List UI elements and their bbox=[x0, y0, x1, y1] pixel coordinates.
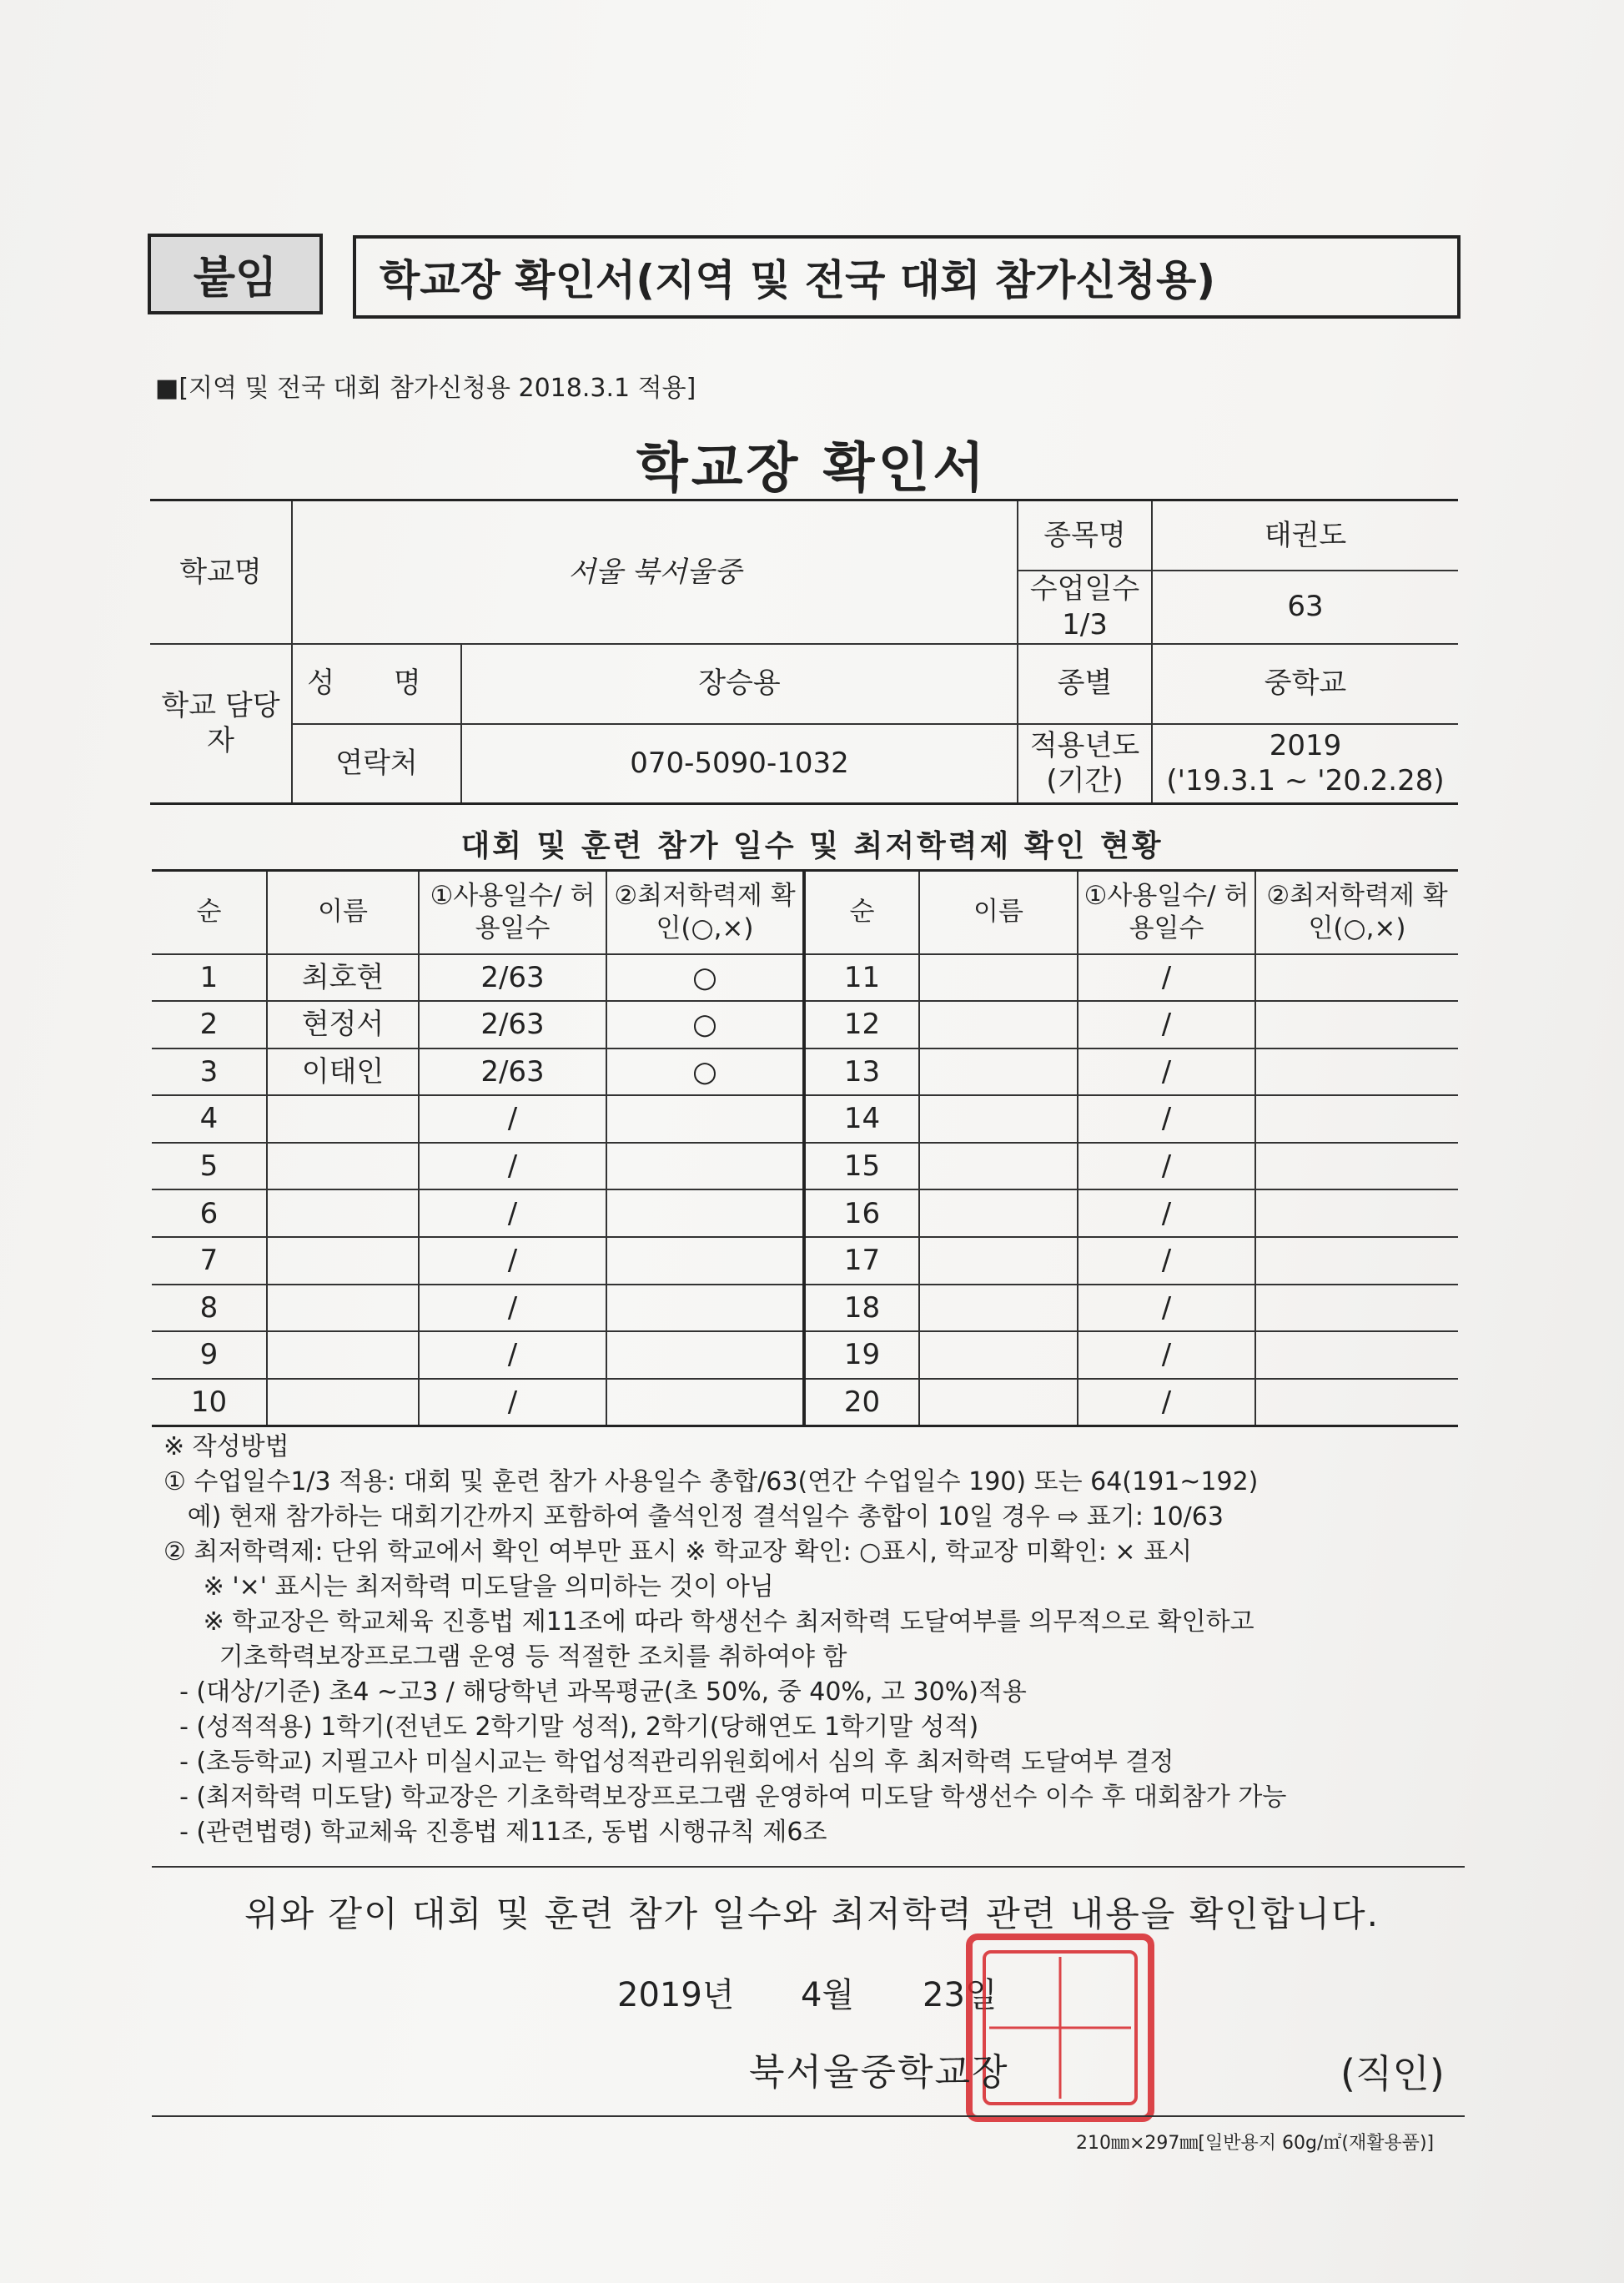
student-name bbox=[267, 1189, 419, 1237]
student-name bbox=[919, 1331, 1078, 1379]
bottom-divider bbox=[152, 2115, 1465, 2117]
school-days-label: 수업일수 1/3 bbox=[1018, 571, 1152, 644]
student-name bbox=[919, 1379, 1078, 1426]
table-row bbox=[152, 1048, 1458, 1096]
school-principal-name: 북서울중학교장 bbox=[749, 2051, 1009, 2094]
row-number: 6 bbox=[152, 1189, 267, 1237]
academic-check bbox=[1255, 1379, 1458, 1426]
divider bbox=[152, 1866, 1465, 1868]
document-title: 학교장 확인서 bbox=[636, 438, 988, 500]
used-days: 2/63 bbox=[419, 1001, 606, 1048]
table-row bbox=[152, 1189, 1458, 1237]
contact-label: 연락처 bbox=[292, 724, 461, 804]
used-days: / bbox=[419, 1379, 606, 1426]
school-name-label: 학교명 bbox=[150, 500, 292, 644]
student-name bbox=[919, 954, 1078, 1002]
instruction-line: - (초등학교) 지필고사 미실시교는 학업성적관리위원회에서 심의 후 최저학력 도달여부 결정 bbox=[163, 1747, 1174, 1777]
used-days: / bbox=[419, 1285, 606, 1332]
academic-check bbox=[1255, 1048, 1458, 1096]
row-number: 20 bbox=[804, 1379, 919, 1426]
row-number: 12 bbox=[804, 1001, 919, 1048]
year-label: 적용년도 (기간) bbox=[1018, 724, 1152, 804]
instruction-line: 기초학력보장프로그램 운영 등 적절한 조치를 취하여야 함 bbox=[163, 1642, 847, 1672]
row-number: 10 bbox=[152, 1379, 267, 1426]
used-days: 2/63 bbox=[419, 1048, 606, 1096]
seal-label: (직인) bbox=[1340, 2051, 1445, 2096]
header-check: ②최저학력제 확인(○,×) bbox=[606, 871, 804, 954]
student-name: 이태인 bbox=[267, 1048, 419, 1096]
used-days: / bbox=[1078, 1379, 1255, 1426]
academic-check bbox=[606, 1095, 804, 1143]
academic-check: ○ bbox=[606, 1048, 804, 1096]
student-name bbox=[919, 1237, 1078, 1285]
academic-check bbox=[606, 1285, 804, 1332]
instruction-line: - (대상/기준) 초4 ~고3 / 해당학년 과목평균(초 50%, 중 40%, 고 30%)적용 bbox=[163, 1677, 1027, 1707]
used-days: / bbox=[419, 1237, 606, 1285]
student-name bbox=[267, 1237, 419, 1285]
academic-check bbox=[1255, 1237, 1458, 1285]
used-days: / bbox=[419, 1331, 606, 1379]
row-number: 8 bbox=[152, 1285, 267, 1332]
academic-check bbox=[1255, 1189, 1458, 1237]
academic-check bbox=[1255, 1001, 1458, 1048]
header-days: ①사용일수/ 허용일수 bbox=[1078, 871, 1255, 954]
used-days: / bbox=[419, 1143, 606, 1190]
student-name bbox=[267, 1379, 419, 1426]
row-number: 5 bbox=[152, 1143, 267, 1190]
student-name: 최호현 bbox=[267, 954, 419, 1002]
used-days: / bbox=[1078, 1095, 1255, 1143]
instruction-line: ② 최저학력제: 단위 학교에서 확인 여부만 표시 ※ 학교장 확인: ○표시, 학교장 미확인: × 표시 bbox=[163, 1537, 1193, 1566]
header-check: ②최저학력제 확인(○,×) bbox=[1255, 871, 1458, 954]
used-days: / bbox=[1078, 1048, 1255, 1096]
academic-check: ○ bbox=[606, 1001, 804, 1048]
academic-check bbox=[606, 1379, 804, 1426]
school-name-value: 서울 북서울중 bbox=[292, 500, 1018, 644]
used-days: / bbox=[1078, 1237, 1255, 1285]
instruction-line: ※ 작성방법 bbox=[163, 1432, 289, 1461]
applicable-note: ■[지역 및 전국 대회 참가신청용 2018.3.1 적용] bbox=[155, 374, 696, 403]
contact-value: 070-5090-1032 bbox=[461, 724, 1018, 804]
row-number: 18 bbox=[804, 1285, 919, 1332]
header-no: 순 bbox=[804, 871, 919, 954]
type-label: 종별 bbox=[1018, 644, 1152, 724]
header-no: 순 bbox=[152, 871, 267, 954]
row-number: 1 bbox=[152, 954, 267, 1002]
academic-check bbox=[1255, 1143, 1458, 1190]
type-value: 중학교 bbox=[1152, 644, 1458, 724]
paper-spec: 210㎜×297㎜[일반용지 60g/㎡(재활용품)] bbox=[1076, 2133, 1435, 2154]
status-title: 대회 및 훈련 참가 일수 및 최저학력제 확인 현황 bbox=[460, 829, 1164, 863]
used-days: / bbox=[1078, 1331, 1255, 1379]
school-days-value: 63 bbox=[1152, 571, 1458, 644]
manager-label: 학교 담당자 bbox=[150, 644, 292, 804]
table-row bbox=[152, 1285, 1458, 1332]
date-month: 4월 bbox=[801, 1976, 855, 2014]
period-range: ('19.3.1 ~ '20.2.28) bbox=[1166, 764, 1445, 798]
academic-check bbox=[1255, 954, 1458, 1002]
used-days: / bbox=[1078, 1001, 1255, 1048]
instruction-line: 예) 현재 참가하는 대회기간까지 포함하여 출석인정 결석일수 총합이 10일 경우 ⇨ 표기: 10/63 bbox=[163, 1502, 1224, 1531]
academic-check bbox=[606, 1189, 804, 1237]
row-number: 15 bbox=[804, 1143, 919, 1190]
academic-check bbox=[606, 1237, 804, 1285]
student-name bbox=[919, 1001, 1078, 1048]
academic-check bbox=[1255, 1095, 1458, 1143]
header-name: 이름 bbox=[267, 871, 419, 954]
used-days: 2/63 bbox=[419, 954, 606, 1002]
used-days: / bbox=[419, 1095, 606, 1143]
header-days: ①사용일수/ 허용일수 bbox=[419, 871, 606, 954]
instruction-line: ① 수업일수1/3 적용: 대회 및 훈련 참가 사용일수 총합/63(연간 수업일수 190) 또는 64(191~192) bbox=[163, 1467, 1259, 1496]
table-row bbox=[152, 1237, 1458, 1285]
attachment-label: 붙임 bbox=[148, 234, 323, 314]
student-name bbox=[267, 1331, 419, 1379]
row-number: 11 bbox=[804, 954, 919, 1002]
academic-check: ○ bbox=[606, 954, 804, 1002]
academic-check bbox=[1255, 1285, 1458, 1332]
student-name bbox=[919, 1189, 1078, 1237]
student-name bbox=[919, 1048, 1078, 1096]
form-title: 학교장 확인서(지역 및 전국 대회 참가신청용) bbox=[353, 235, 1461, 319]
date-day: 23일 bbox=[923, 1976, 998, 2014]
table-row bbox=[152, 954, 1458, 1002]
instruction-line: ※ 학교장은 학교체육 진흥법 제11조에 따라 학생선수 최저학력 도달여부를 의무적으로 확인하고 bbox=[163, 1607, 1254, 1637]
table-row bbox=[152, 1379, 1458, 1426]
used-days: / bbox=[1078, 954, 1255, 1002]
row-number: 4 bbox=[152, 1095, 267, 1143]
row-number: 7 bbox=[152, 1237, 267, 1285]
student-name bbox=[267, 1095, 419, 1143]
table-row bbox=[152, 1095, 1458, 1143]
year-number: 2019 bbox=[1269, 728, 1342, 762]
participation-table bbox=[152, 869, 1458, 1427]
academic-check bbox=[1255, 1331, 1458, 1379]
school-info-table bbox=[150, 499, 1458, 805]
header-name: 이름 bbox=[919, 871, 1078, 954]
row-number: 3 bbox=[152, 1048, 267, 1096]
row-number: 19 bbox=[804, 1331, 919, 1379]
used-days: / bbox=[1078, 1143, 1255, 1190]
confirmation-statement: 위와 같이 대회 및 훈련 참가 일수와 최저학력 관련 내용을 확인합니다. bbox=[244, 1893, 1380, 1934]
used-days: / bbox=[419, 1189, 606, 1237]
writing-instructions bbox=[163, 1430, 1465, 1850]
academic-check bbox=[606, 1143, 804, 1190]
manager-name-label: 성 명 bbox=[292, 644, 461, 724]
year-value bbox=[1152, 724, 1458, 804]
instruction-line: ※ '×' 표시는 최저학력 미도달을 의미하는 것이 아님 bbox=[163, 1572, 774, 1602]
used-days: / bbox=[1078, 1285, 1255, 1332]
student-name bbox=[267, 1143, 419, 1190]
row-number: 14 bbox=[804, 1095, 919, 1143]
student-name bbox=[919, 1285, 1078, 1332]
manager-name-value: 장승용 bbox=[461, 644, 1018, 724]
instruction-line: - (최저학력 미도달) 학교장은 기초학력보장프로그램 운영하여 미도달 학생선수 이수 후 대회참가 가능 bbox=[163, 1783, 1287, 1812]
student-name bbox=[919, 1143, 1078, 1190]
row-number: 16 bbox=[804, 1189, 919, 1237]
student-name bbox=[267, 1285, 419, 1332]
student-name bbox=[919, 1095, 1078, 1143]
table-row bbox=[152, 1143, 1458, 1190]
instruction-line: - (관련법령) 학교체육 진흥법 제11조, 동법 시행규칙 제6조 bbox=[163, 1818, 827, 1847]
instruction-line: - (성적적용) 1학기(전년도 2학기말 성적), 2학기(당해연도 1학기말 성적) bbox=[163, 1712, 979, 1742]
row-number: 17 bbox=[804, 1237, 919, 1285]
table-row bbox=[152, 1001, 1458, 1048]
date-year: 2019년 bbox=[617, 1976, 735, 2014]
used-days: / bbox=[1078, 1189, 1255, 1237]
row-number: 9 bbox=[152, 1331, 267, 1379]
row-number: 13 bbox=[804, 1048, 919, 1096]
student-name: 현정서 bbox=[267, 1001, 419, 1048]
table-header-row bbox=[152, 871, 1458, 954]
table-row bbox=[152, 1331, 1458, 1379]
sport-label: 종목명 bbox=[1018, 500, 1152, 571]
row-number: 2 bbox=[152, 1001, 267, 1048]
sport-value: 태권도 bbox=[1152, 500, 1458, 571]
academic-check bbox=[606, 1331, 804, 1379]
